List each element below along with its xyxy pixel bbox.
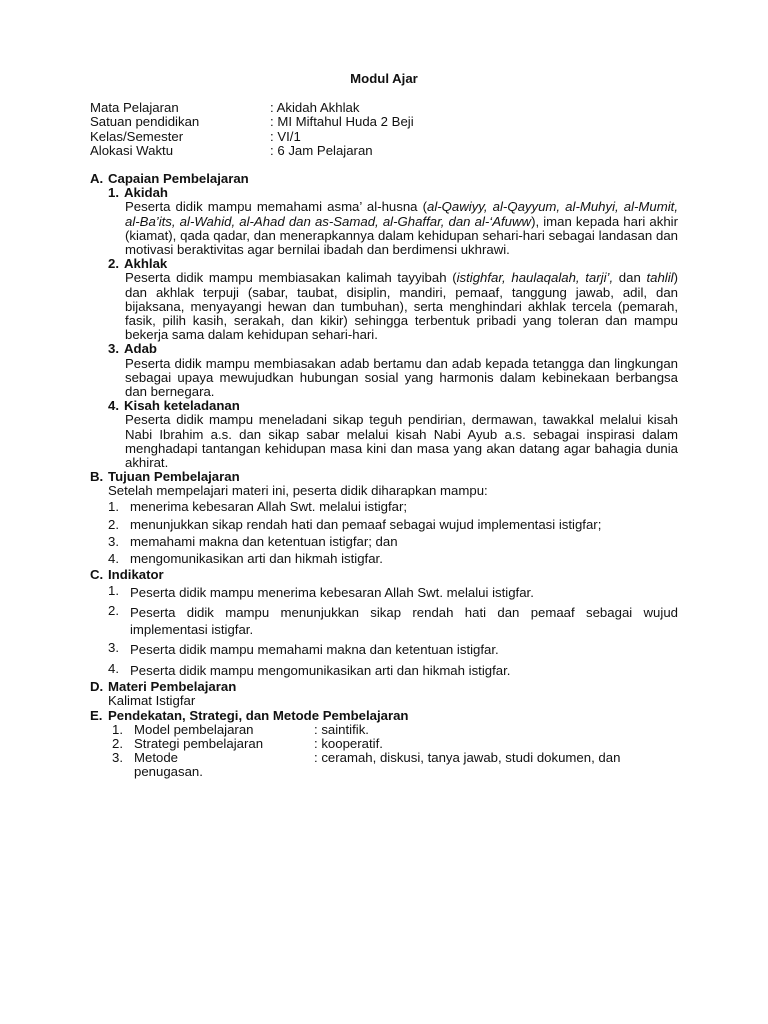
meta-key: Alokasi Waktu: [90, 142, 174, 158]
list-item: 2. menunjukkan sikap rendah hati dan pemaaf sebagai wujud implementasi istigfar;: [108, 516, 602, 532]
section-b-heading: [90, 470, 678, 484]
subsection-title: Akhlak: [124, 256, 168, 272]
italic-terms: istighfar, haulaqalah, tarji’,: [456, 270, 614, 286]
meta-value: : MI Miftahul Huda 2 Beji: [270, 114, 414, 130]
meta-row-subject: [90, 101, 678, 115]
list-item: 2. Strategi pembelajaran : kooperatif.: [112, 736, 383, 752]
list-item: 4. Peserta didik mampu mengomunikasikan arti dan hikmah istigfar.: [108, 660, 511, 678]
section-d-text: Kalimat Istigfar: [108, 693, 196, 709]
section-title: Materi Pembelajaran: [108, 679, 237, 695]
subsection-akidah-heading: [108, 186, 678, 200]
meta-key: Kelas/Semester: [90, 128, 184, 144]
subsection-title: Akidah: [124, 185, 168, 201]
subsection-number: 1.: [108, 185, 119, 201]
section-letter: C.: [90, 567, 104, 583]
subsection-number: 2.: [108, 256, 119, 272]
meta-row-school: [90, 115, 678, 129]
meta-value: : Akidah Akhlak: [270, 100, 360, 116]
section-letter: A.: [90, 171, 104, 187]
section-letter: E.: [90, 707, 103, 723]
subsection-kisah-text: Peserta didik mampu meneladani sikap teguh pendirian, dermawan, tawakkal melalui kisah Nabi Ibrahim a.s. dan sikap sabar melalui kisah Nabi Ayub a.s. sebagai inspirasi dalam menghadapi tantangan kehidupan masa kini dan masa yang akan datang agar bahagia dunia akhirat.: [125, 412, 678, 471]
subsection-number: 3.: [108, 341, 119, 357]
subsection-adab-text: Peserta didik mampu membiasakan adab bertamu dan adab kepada tetangga dan lingkungan sebagai upaya mewujudkan hubungan sosial yang harmonis dalam kebinekaan berbangsa dan bernegara.: [125, 355, 678, 400]
meta-value: : VI/1: [270, 128, 301, 144]
meta-row-class: [90, 130, 678, 144]
section-e-heading: [90, 709, 678, 723]
section-title: Pendekatan, Strategi, dan Metode Pembelajaran: [108, 707, 409, 723]
italic-terms: tahlil: [646, 270, 674, 286]
meta-value: : 6 Jam Pelajaran: [270, 142, 373, 158]
italic-terms: al-Qawiyy, al-Qayyum, al-Muhyi, al-Mumit, al-Ba’its, al-Wahid, al-Ahad dan as-Samad, al-Ghaffar, dan al-‘Afuww: [125, 199, 678, 229]
list-item: 3. memahami makna dan ketentuan istigfar; dan: [108, 534, 398, 550]
subsection-akidah-text: Peserta didik mampu memahami asma’ al-husna (al-Qawiyy, al-Qayyum, al-Muhyi, al-Mumit, al-Ba’its, al-Wahid, al-Ahad dan as-Samad, al-Ghaffar, dan al-‘Afuww), iman kepada hari akhir (kiamat), qada qadar, dan menerapkannya dalam kehidupan sehari-hari sebagai landasan dan motivasi beraktivitas agar bernilai ibadah dan berdimensi ukhrawi.: [125, 199, 678, 258]
section-letter: B.: [90, 469, 104, 485]
section-title: Indikator: [108, 567, 164, 583]
subsection-adab-heading: [108, 342, 678, 356]
section-b-intro: Setelah mempelajari materi ini, peserta didik diharapkan mampu:: [108, 483, 488, 499]
section-a-heading: [90, 172, 678, 186]
subsection-title: Adab: [124, 341, 157, 357]
section-letter: D.: [90, 679, 104, 695]
list-item: 1. Peserta didik mampu menerima kebesaran Allah Swt. melalui istigfar.: [108, 583, 534, 601]
subsection-title: Kisah keteladanan: [124, 398, 240, 414]
list-item: 2. Peserta didik mampu menunjukkan sikap rendah hati dan pemaaf sebagai wujud implementasi istigfar.: [108, 603, 678, 638]
list-item: 4. mengomunikasikan arti dan hikmah istigfar.: [108, 551, 383, 567]
list-item-continuation: penugasan.: [134, 764, 203, 780]
section-c-heading: [90, 568, 678, 582]
meta-row-time: [90, 144, 678, 158]
subsection-number: 4.: [108, 398, 119, 414]
subsection-kisah-heading: [108, 399, 678, 413]
section-title: Tujuan Pembelajaran: [108, 469, 240, 485]
meta-key: Mata Pelajaran: [90, 100, 179, 116]
list-item: 3. Metode : ceramah, diskusi, tanya jawab, studi dokumen, dan: [112, 750, 621, 766]
document-page: [90, 72, 678, 780]
subsection-akhlak-text: Peserta didik mampu membiasakan kalimah tayyibah (istighfar, haulaqalah, tarji’, dan tahlil) dan akhlak terpuji (sabar, taubat, disiplin, mandiri, pemaaf, tanggung jawab, adil, dan bijaksana, menyayangi hewan dan tumbuhan), serta menghindari akhlak tercela (pemarah, fasik, pilih kasih, serakah, dan kikir) sehingga terbentuk pribadi yang toleran dan mampu bekerja sama dalam kehidupan sehari-hari.: [125, 270, 678, 343]
section-title: Capaian Pembelajaran: [108, 171, 249, 187]
list-item: 1. menerima kebesaran Allah Swt. melalui istigfar;: [108, 499, 408, 515]
section-d-heading: [90, 680, 678, 694]
meta-block: [90, 101, 678, 158]
list-item: 1. Model pembelajaran : saintifik.: [112, 721, 369, 737]
document-title: Modul Ajar: [350, 71, 418, 86]
list-item: 3. Peserta didik mampu memahami makna dan ketentuan istigfar.: [108, 640, 499, 658]
meta-key: Satuan pendidikan: [90, 114, 200, 130]
subsection-akhlak-heading: [108, 257, 678, 271]
